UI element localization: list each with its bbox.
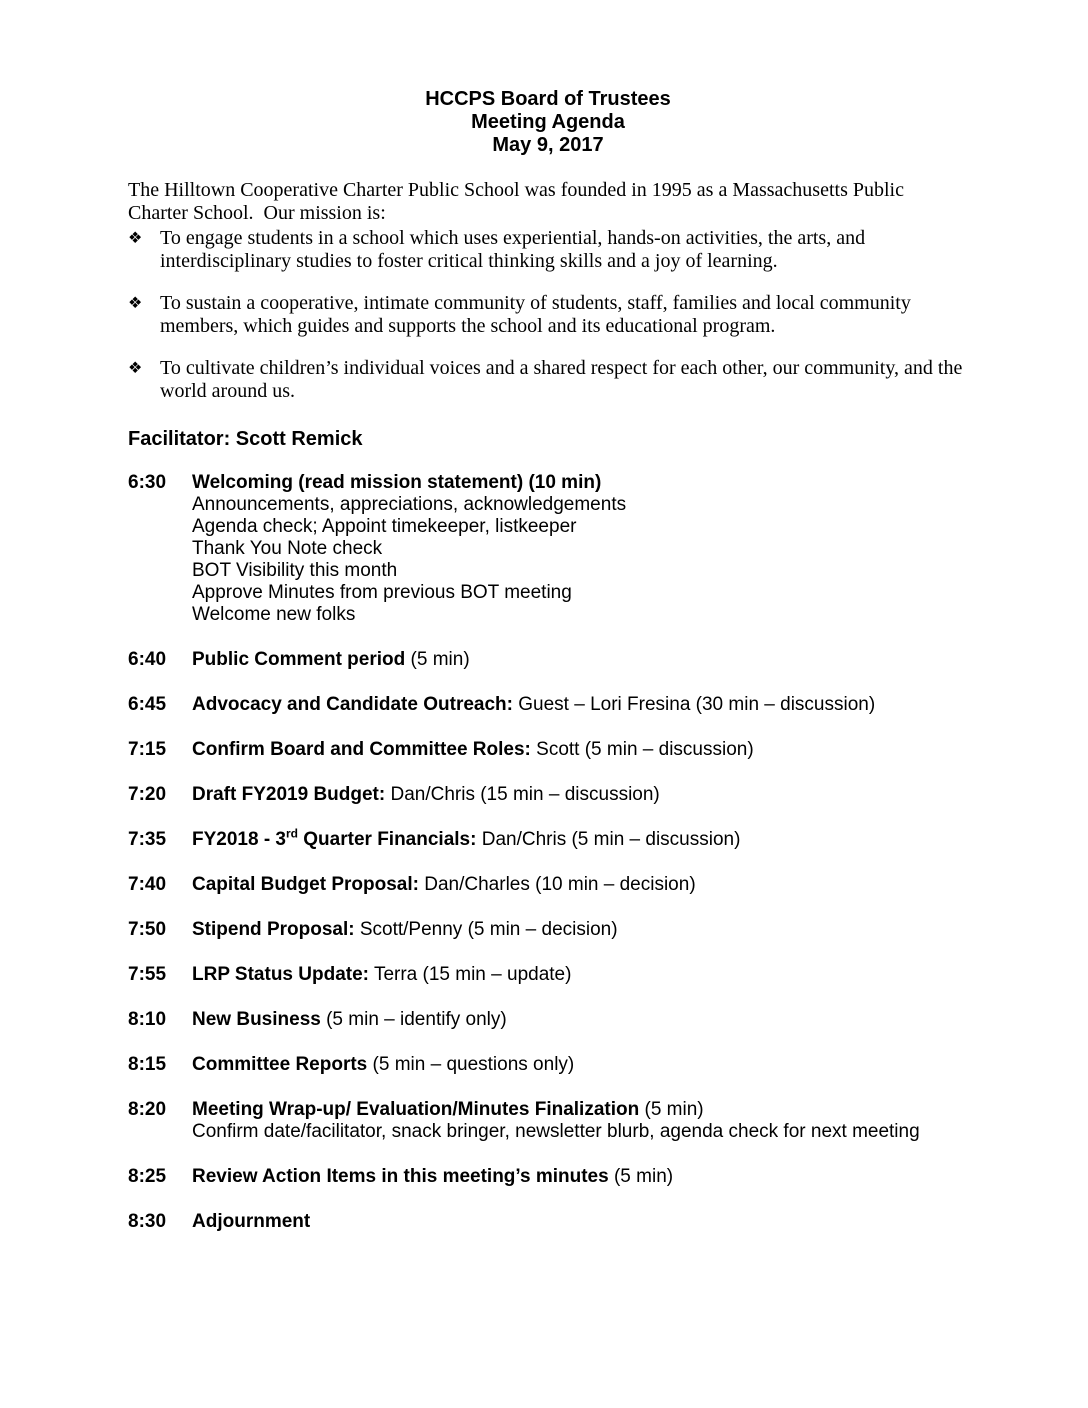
agenda-title: Public Comment period bbox=[192, 649, 406, 670]
doc-date: May 9, 2017 bbox=[492, 134, 604, 156]
mission-bullet-text: To engage students in a school which uses experiential, hands-on activities, the arts, and interdisciplinary studies to foster critical thinking skills and a joy of learning. bbox=[160, 227, 866, 272]
agenda-row bbox=[128, 964, 968, 986]
agenda-row bbox=[128, 649, 968, 671]
agenda-content bbox=[192, 964, 968, 986]
agenda-content bbox=[192, 1211, 968, 1233]
agenda-title: LRP Status Update: bbox=[192, 964, 370, 985]
agenda-title: Meeting Wrap-up/ Evaluation/Minutes Finalization bbox=[192, 1099, 640, 1120]
diamond-bullet-icon: ❖ bbox=[128, 230, 143, 247]
agenda-row bbox=[128, 1211, 968, 1233]
agenda-list bbox=[128, 472, 968, 1233]
agenda-row bbox=[128, 1166, 968, 1188]
diamond-bullet-icon: ❖ bbox=[128, 295, 143, 312]
agenda-detail: (5 min) bbox=[608, 1166, 674, 1187]
agenda-time: 7:20 bbox=[128, 784, 167, 805]
agenda-row bbox=[128, 784, 968, 806]
agenda-title: Stipend Proposal: bbox=[192, 919, 355, 940]
agenda-detail: Dan/Chris (5 min – discussion) bbox=[476, 829, 741, 850]
agenda-detail: Dan/Chris (15 min – discussion) bbox=[385, 784, 660, 805]
agenda-time: 7:55 bbox=[128, 964, 167, 985]
doc-title: HCCPS Board of Trustees bbox=[425, 88, 671, 110]
mission-bullet-item bbox=[128, 227, 968, 273]
agenda-detail: Dan/Charles (10 min – decision) bbox=[418, 874, 696, 895]
agenda-content bbox=[192, 1166, 968, 1188]
agenda-subline: Thank You Note check bbox=[192, 538, 383, 559]
agenda-time: 8:15 bbox=[128, 1054, 167, 1075]
mission-bullet-item bbox=[128, 292, 968, 338]
agenda-row bbox=[128, 1099, 968, 1143]
agenda-row bbox=[128, 826, 968, 851]
agenda-content bbox=[192, 1099, 968, 1143]
agenda-content bbox=[192, 784, 968, 806]
agenda-content bbox=[192, 472, 968, 626]
agenda-row bbox=[128, 874, 968, 896]
agenda-subline: Announcements, appreciations, acknowledgements bbox=[192, 494, 627, 515]
agenda-row bbox=[128, 1054, 968, 1076]
agenda-title: Confirm Board and Committee Roles: bbox=[192, 739, 531, 760]
agenda-row bbox=[128, 739, 968, 761]
agenda-detail: Terra (15 min – update) bbox=[369, 964, 572, 985]
agenda-title: Adjournment bbox=[192, 1211, 311, 1232]
agenda-time: 6:30 bbox=[128, 472, 167, 493]
agenda-title: Draft FY2019 Budget: bbox=[192, 784, 386, 805]
agenda-time: 8:20 bbox=[128, 1099, 167, 1120]
agenda-title: New Business bbox=[192, 1009, 321, 1030]
agenda-detail: Scott/Penny (5 min – decision) bbox=[354, 919, 618, 940]
agenda-time: 7:35 bbox=[128, 829, 167, 850]
mission-bullet-text: To sustain a cooperative, intimate community of students, staff, families and local community members, which guides and supports the school and its educational program. bbox=[160, 292, 911, 337]
agenda-time: 6:45 bbox=[128, 694, 167, 715]
agenda-content bbox=[192, 739, 968, 761]
agenda-subline: Confirm date/facilitator, snack bringer, newsletter blurb, agenda check for next meeting bbox=[192, 1121, 920, 1142]
agenda-detail: Guest – Lori Fresina (30 min – discussion) bbox=[512, 694, 876, 715]
agenda-title: Advocacy and Candidate Outreach: bbox=[192, 694, 513, 715]
agenda-detail: (5 min – questions only) bbox=[367, 1054, 575, 1075]
facilitator-line: Facilitator: Scott Remick bbox=[128, 428, 363, 450]
agenda-time: 8:30 bbox=[128, 1211, 167, 1232]
agenda-content bbox=[192, 826, 968, 851]
agenda-title: Capital Budget Proposal: bbox=[192, 874, 419, 895]
ordinal-superscript: rd bbox=[286, 826, 298, 841]
agenda-detail: (5 min) bbox=[405, 649, 470, 670]
agenda-subline: Approve Minutes from previous BOT meeting bbox=[192, 582, 572, 603]
agenda-title: Review Action Items in this meeting’s minutes bbox=[192, 1166, 609, 1187]
agenda-subline: Agenda check; Appoint timekeeper, listkeeper bbox=[192, 516, 577, 537]
agenda-time: 7:50 bbox=[128, 919, 167, 940]
agenda-subline: Welcome new folks bbox=[192, 604, 356, 625]
mission-bullet-item bbox=[128, 357, 968, 403]
agenda-content bbox=[192, 694, 968, 716]
agenda-detail: (5 min) bbox=[639, 1099, 704, 1120]
agenda-detail: Scott (5 min – discussion) bbox=[530, 739, 754, 760]
agenda-row bbox=[128, 694, 968, 716]
agenda-time: 7:40 bbox=[128, 874, 167, 895]
mission-list bbox=[128, 227, 968, 403]
agenda-content bbox=[192, 649, 968, 671]
document-header bbox=[128, 88, 968, 157]
agenda-content bbox=[192, 1054, 968, 1076]
agenda-title: Welcoming (read mission statement) (10 min) bbox=[192, 472, 602, 493]
agenda-title: Quarter Financials: bbox=[298, 829, 477, 850]
agenda-content bbox=[192, 1009, 968, 1031]
agenda-subline: BOT Visibility this month bbox=[192, 560, 398, 581]
diamond-bullet-icon: ❖ bbox=[128, 360, 143, 377]
agenda-time: 8:10 bbox=[128, 1009, 167, 1030]
agenda-detail: (5 min – identify only) bbox=[320, 1009, 507, 1030]
agenda-content bbox=[192, 874, 968, 896]
agenda-content bbox=[192, 919, 968, 941]
agenda-title: Committee Reports bbox=[192, 1054, 368, 1075]
intro-paragraph: The Hilltown Cooperative Charter Public School was founded in 1995 as a Massachusetts Public Charter School. Our mission is: bbox=[128, 179, 904, 224]
agenda-time: 8:25 bbox=[128, 1166, 167, 1187]
agenda-title: FY2018 - 3 bbox=[192, 829, 286, 850]
agenda-row bbox=[128, 1009, 968, 1031]
agenda-time: 6:40 bbox=[128, 649, 167, 670]
agenda-row bbox=[128, 919, 968, 941]
mission-bullet-text: To cultivate children’s individual voices and a shared respect for each other, our community, and the world around us. bbox=[160, 357, 963, 402]
agenda-time: 7:15 bbox=[128, 739, 167, 760]
doc-subtitle: Meeting Agenda bbox=[471, 111, 625, 133]
agenda-row bbox=[128, 472, 968, 626]
